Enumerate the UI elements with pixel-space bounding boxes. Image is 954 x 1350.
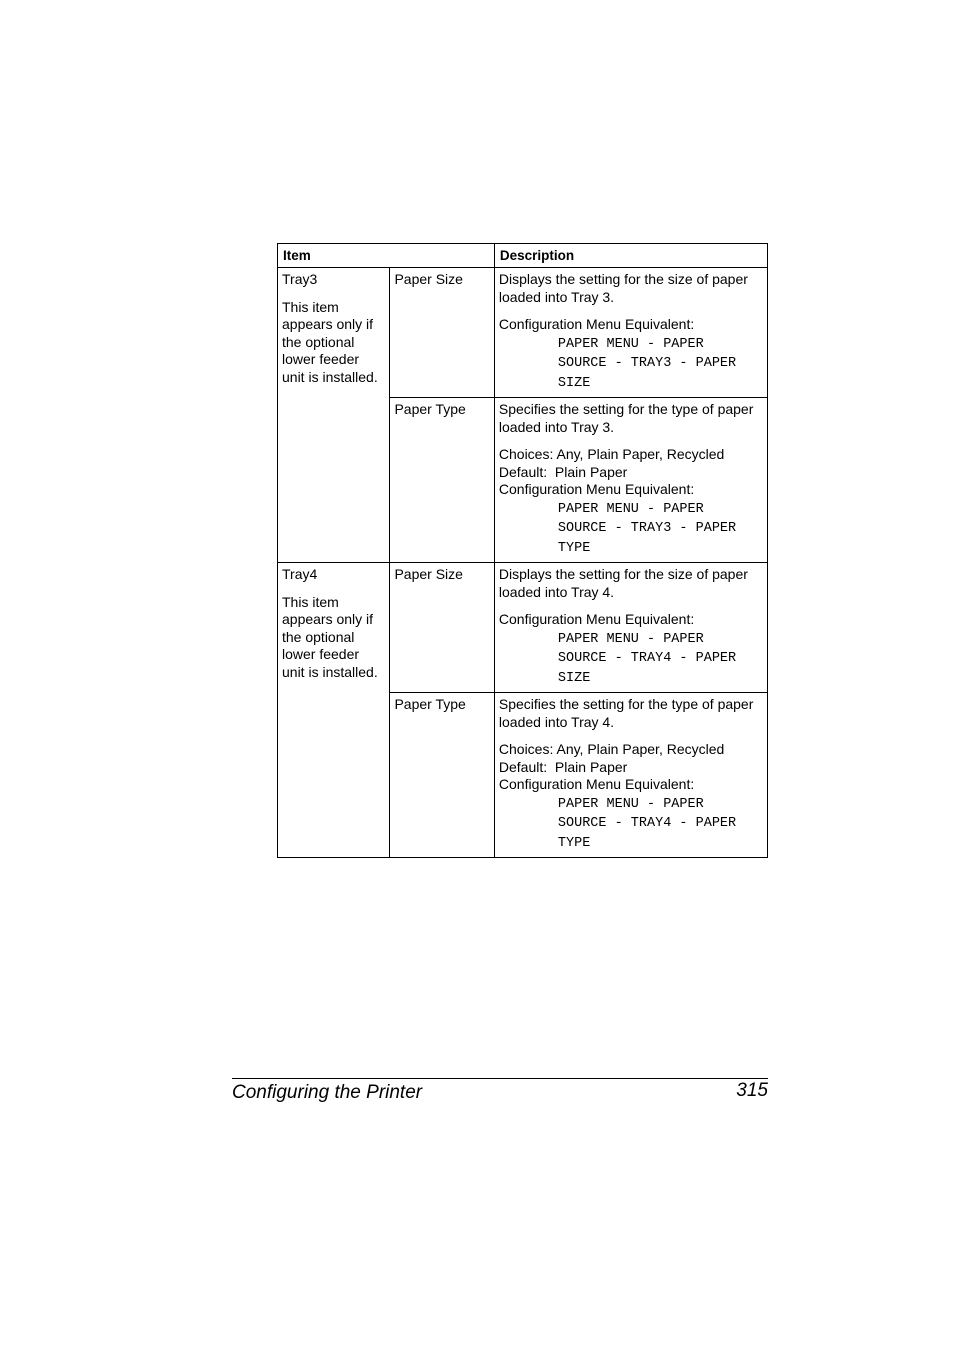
table-row (278, 563, 768, 693)
choices-text: Choices: Any, Plain Paper, Recycled (498, 741, 725, 757)
config-label: Configuration Menu Equivalent: (498, 316, 695, 332)
description-text: Displays the setting for the size of paper loaded into Tray 3. (498, 271, 748, 305)
description-cell (494, 268, 767, 398)
item-name: Tray3 (282, 271, 318, 287)
header-description: Description (494, 244, 767, 268)
footer-title: Configuring the Printer (232, 1082, 423, 1103)
table-header-row (278, 244, 768, 268)
config-path: PAPER MENU - PAPER SOURCE - TRAY3 - PAPER SIZE (557, 336, 737, 391)
description-cell (494, 563, 767, 693)
description-cell (494, 398, 767, 563)
config-label: Configuration Menu Equivalent: (498, 776, 695, 792)
config-path: PAPER MENU - PAPER SOURCE - TRAY4 - PAPER SIZE (557, 631, 737, 686)
subitem-cell: Paper Type (390, 693, 494, 858)
page-number: 315 (736, 1080, 768, 1101)
item-note: This item appears only if the optional lower feeder unit is installed. (282, 593, 378, 680)
item-cell (278, 268, 390, 563)
description-text: Specifies the setting for the type of paper loaded into Tray 4. (498, 696, 754, 730)
config-path: PAPER MENU - PAPER SOURCE - TRAY4 - PAPER TYPE (557, 796, 737, 851)
config-label: Configuration Menu Equivalent: (498, 481, 695, 497)
config-path: PAPER MENU - PAPER SOURCE - TRAY3 - PAPER TYPE (557, 501, 737, 556)
config-label: Configuration Menu Equivalent: (498, 611, 695, 627)
default-text: Default: Plain Paper (498, 758, 628, 775)
footer-divider (232, 1078, 768, 1079)
default-text: Default: Plain Paper (498, 463, 628, 480)
item-note: This item appears only if the optional lower feeder unit is installed. (282, 298, 378, 385)
subitem-cell: Paper Size (390, 268, 494, 398)
menu-settings-table (277, 243, 768, 858)
description-text: Specifies the setting for the type of paper loaded into Tray 3. (498, 401, 754, 435)
item-cell (278, 563, 390, 858)
description-text: Displays the setting for the size of paper loaded into Tray 4. (498, 566, 748, 600)
subitem-cell: Paper Size (390, 563, 494, 693)
header-item: Item (278, 244, 495, 268)
choices-text: Choices: Any, Plain Paper, Recycled (498, 446, 725, 462)
description-cell (494, 693, 767, 858)
item-name: Tray4 (282, 566, 318, 582)
subitem-cell: Paper Type (390, 398, 494, 563)
table-row (278, 268, 768, 398)
